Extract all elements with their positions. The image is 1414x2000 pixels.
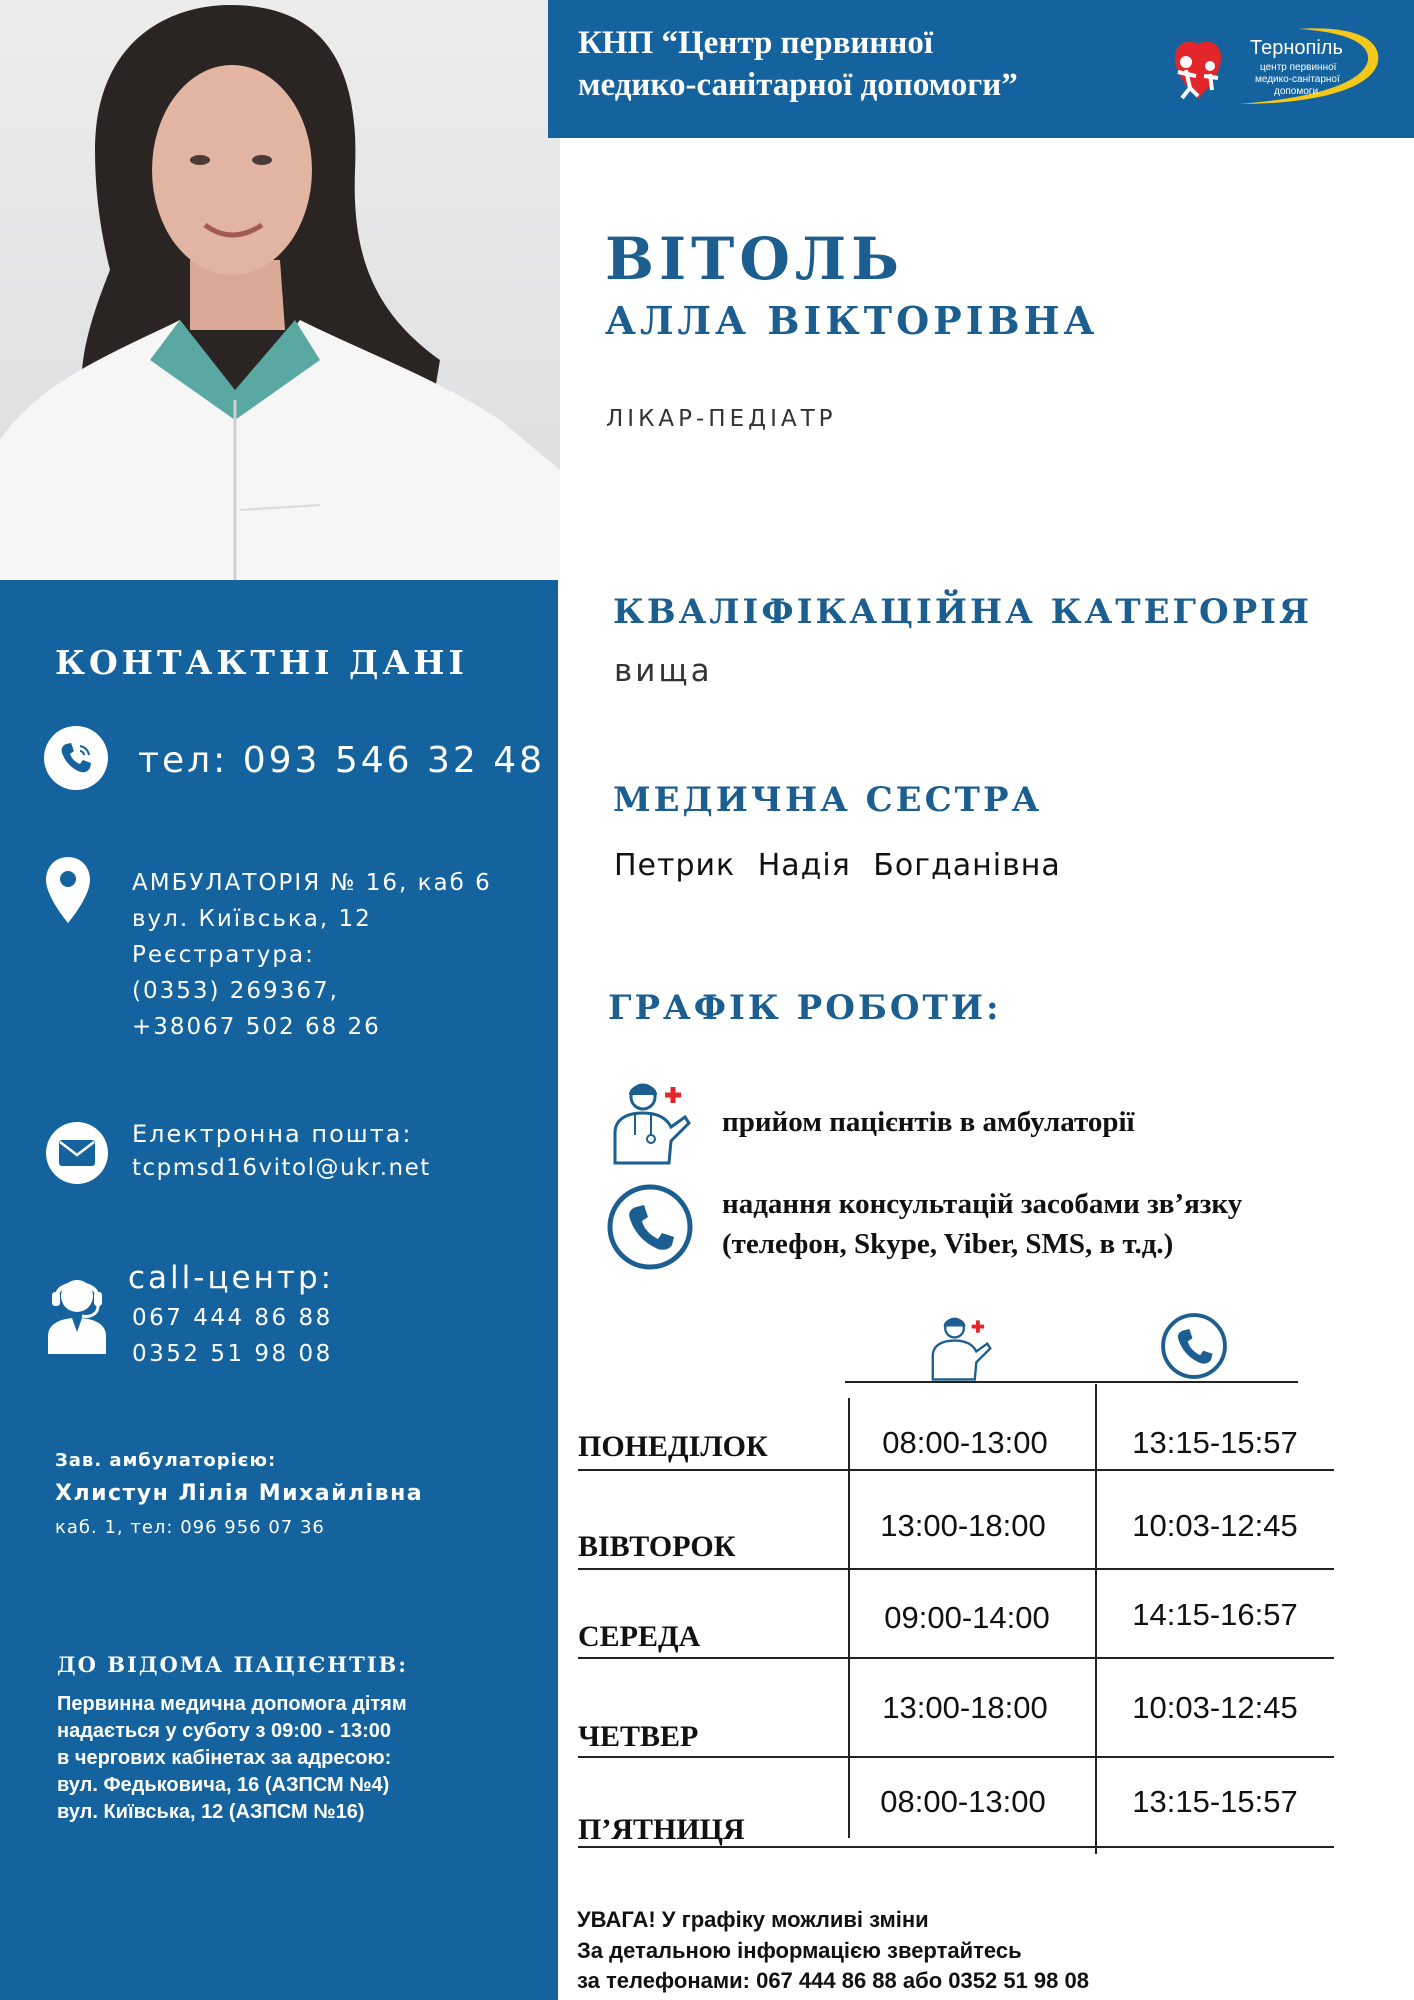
table-row-line: [578, 1568, 1334, 1570]
nurse-name: Петрик Надія Богданівна: [614, 848, 1061, 883]
table-phone-icon: [1160, 1312, 1228, 1384]
day-label: П’ЯТНИЦЯ: [578, 1813, 745, 1846]
clinic-time: 13:00-18:00: [880, 1508, 1046, 1543]
notice-line: Первинна медична допомога дітям: [57, 1693, 407, 1715]
email-value: tcpmsd16vitol@ukr.net: [132, 1155, 431, 1181]
doctor-given-names: АЛЛА ВІКТОРІВНА: [605, 298, 1099, 343]
doctor-icon: [605, 1075, 695, 1169]
remote-time: 10:03-12:45: [1132, 1508, 1298, 1543]
call-center-phone: 067 444 86 88: [132, 1305, 333, 1331]
notice-line: вул. Київська, 12 (АЗПСМ №16): [57, 1801, 365, 1823]
organization-logo: [1138, 24, 1388, 118]
table-row-line: [578, 1657, 1334, 1659]
notice-title: ДО ВІДОМА ПАЦІЄНТІВ:: [57, 1652, 409, 1677]
svg-text:медико-санітарної: медико-санітарної: [1255, 74, 1340, 85]
headset-operator-icon: [44, 1270, 110, 1360]
legend-clinic: прийом пацієнтів в амбулаторії: [722, 1106, 1135, 1138]
clinic-time: 09:00-14:00: [884, 1600, 1050, 1635]
table-divider: [848, 1398, 850, 1838]
head-label: Зав. амбулаторією:: [55, 1450, 277, 1471]
qualification-value: вища: [614, 653, 713, 689]
table-row-line: [578, 1469, 1334, 1471]
schedule-title: ГРАФІК РОБОТИ:: [608, 988, 1002, 1028]
mail-icon: [46, 1122, 108, 1184]
clinic-time: 08:00-13:00: [882, 1425, 1048, 1460]
doctor-surname: ВІТОЛЬ: [605, 225, 904, 293]
clinic-time: 08:00-13:00: [880, 1784, 1046, 1819]
contacts-title: КОНТАКТНІ ДАНІ: [55, 643, 468, 682]
doctor-photo: [0, 0, 560, 580]
call-center-phone: 0352 51 98 08: [132, 1341, 333, 1367]
clinic-address: АМБУЛАТОРІЯ № 16, каб 6 вул. Київська, 12 Реєстратура: (0353) 269367, +38067 502 68 26: [132, 870, 492, 1040]
day-label: ВІВТОРОК: [578, 1530, 736, 1563]
svg-text:Тернопіль: Тернопіль: [1250, 37, 1343, 59]
head-phone: каб. 1, тел: 096 956 07 36: [55, 1517, 325, 1538]
phone-circle-icon: [606, 1183, 694, 1275]
table-clinic-icon: [925, 1310, 995, 1386]
legend-remote: надання консультацій засобами зв’язку (телефон, Skype, Viber, SMS, в т.д.): [722, 1188, 1243, 1260]
warning-line: За детальною інформацією звертайтесь: [577, 1938, 1022, 1963]
warning-line: УВАГА! У графіку можливі зміни: [577, 1907, 929, 1932]
header-banner: [548, 0, 1414, 138]
email-label: Електронна пошта:: [132, 1120, 413, 1148]
svg-text:допомоги: допомоги: [1274, 86, 1319, 97]
location-pin-icon: [43, 855, 93, 929]
table-divider: [1095, 1384, 1097, 1854]
contacts-panel: [0, 580, 558, 2000]
warning-line: за телефонами: 067 444 86 88 або 0352 51 98 08: [577, 1968, 1089, 1993]
notice-line: вул. Федьковича, 16 (АЗПСМ №4): [57, 1774, 390, 1796]
qualification-title: КВАЛІФІКАЦІЙНА КАТЕГОРІЯ: [613, 592, 1313, 632]
heart-logo-icon: [1175, 42, 1221, 99]
contact-phone: тел: 093 546 32 48: [138, 740, 546, 781]
table-header-line: [845, 1381, 1298, 1383]
remote-time: 14:15-16:57: [1132, 1597, 1298, 1632]
day-label: ПОНЕДІЛОК: [578, 1430, 768, 1463]
table-row-line: [578, 1756, 1334, 1758]
svg-text:центр первинної: центр первинної: [1260, 62, 1337, 73]
remote-time: 13:15-15:57: [1132, 1784, 1298, 1819]
remote-time: 13:15-15:57: [1132, 1425, 1298, 1460]
call-center-title: call-центр:: [128, 1260, 335, 1296]
day-label: СЕРЕДА: [578, 1620, 701, 1653]
day-label: ЧЕТВЕР: [578, 1720, 699, 1753]
phone-icon: [44, 726, 108, 790]
doctor-position: ЛІКАР-ПЕДІАТР: [606, 406, 837, 432]
nurse-title: МЕДИЧНА СЕСТРА: [613, 780, 1043, 820]
notice-line: надається у суботу з 09:00 - 13:00: [57, 1720, 392, 1742]
remote-time: 10:03-12:45: [1132, 1690, 1298, 1725]
clinic-time: 13:00-18:00: [882, 1690, 1048, 1725]
head-name: Хлистун Лілія Михайлівна: [55, 1481, 424, 1506]
notice-line: в чергових кабінетах за адресою:: [57, 1747, 392, 1769]
organization-name: КНП “Центр первинної медико-санітарної допомоги”: [578, 25, 1018, 103]
